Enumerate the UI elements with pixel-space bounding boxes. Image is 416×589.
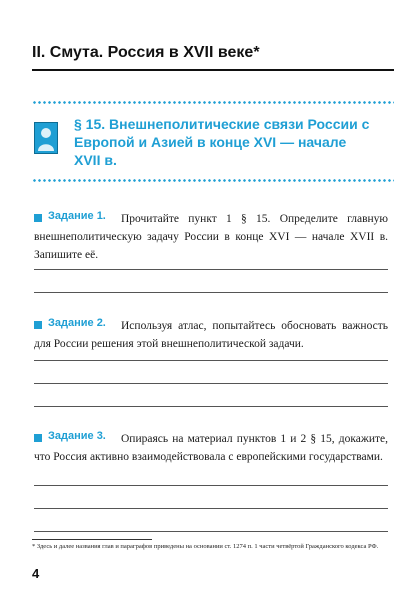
answer-line[interactable]	[34, 531, 388, 532]
square-bullet-icon	[34, 214, 42, 222]
task-text: Прочитайте пункт 1 § 15. Определите главную внешнеполитическую задачу России в конце XVI — начале XVII в. Запишите её.	[34, 213, 388, 261]
footnote: * Здесь и далее названия глав и параграфов приведены на основании ст. 1274 п. 1 части четвёртой Гражданского кодекса РФ.	[32, 543, 379, 550]
chapter-title: II. Смута. Россия в XVII веке*	[32, 44, 260, 61]
answer-line[interactable]	[34, 360, 388, 361]
section-title: § 15. Внешнеполитические связи России с Европой и Азией в конце XVI — начале XVII в.	[74, 116, 370, 168]
page-number: 4	[32, 566, 40, 581]
dotted-divider-top	[32, 101, 394, 104]
answer-line[interactable]	[34, 269, 388, 270]
task-label: Задание 1.	[48, 210, 106, 222]
chapter-divider	[32, 69, 394, 71]
dotted-divider-bottom	[32, 179, 394, 182]
square-bullet-icon	[34, 321, 42, 329]
footnote-divider	[32, 539, 152, 540]
portrait-icon	[34, 122, 58, 154]
answer-line[interactable]	[34, 485, 388, 486]
task-text: Опираясь на материал пунктов 1 и 2 § 15, докажите, что Россия активно взаимодействовала с европейскими государствами.	[34, 433, 388, 463]
answer-line[interactable]	[34, 406, 388, 407]
answer-line[interactable]	[34, 292, 388, 293]
task-label: Задание 2.	[48, 317, 106, 329]
answer-line[interactable]	[34, 508, 388, 509]
task-label: Задание 3.	[48, 430, 106, 442]
task-text: Используя атлас, попытайтесь обосновать важность для России решения этой внешнеполитической задачи.	[34, 320, 388, 350]
answer-line[interactable]	[34, 383, 388, 384]
square-bullet-icon	[34, 434, 42, 442]
